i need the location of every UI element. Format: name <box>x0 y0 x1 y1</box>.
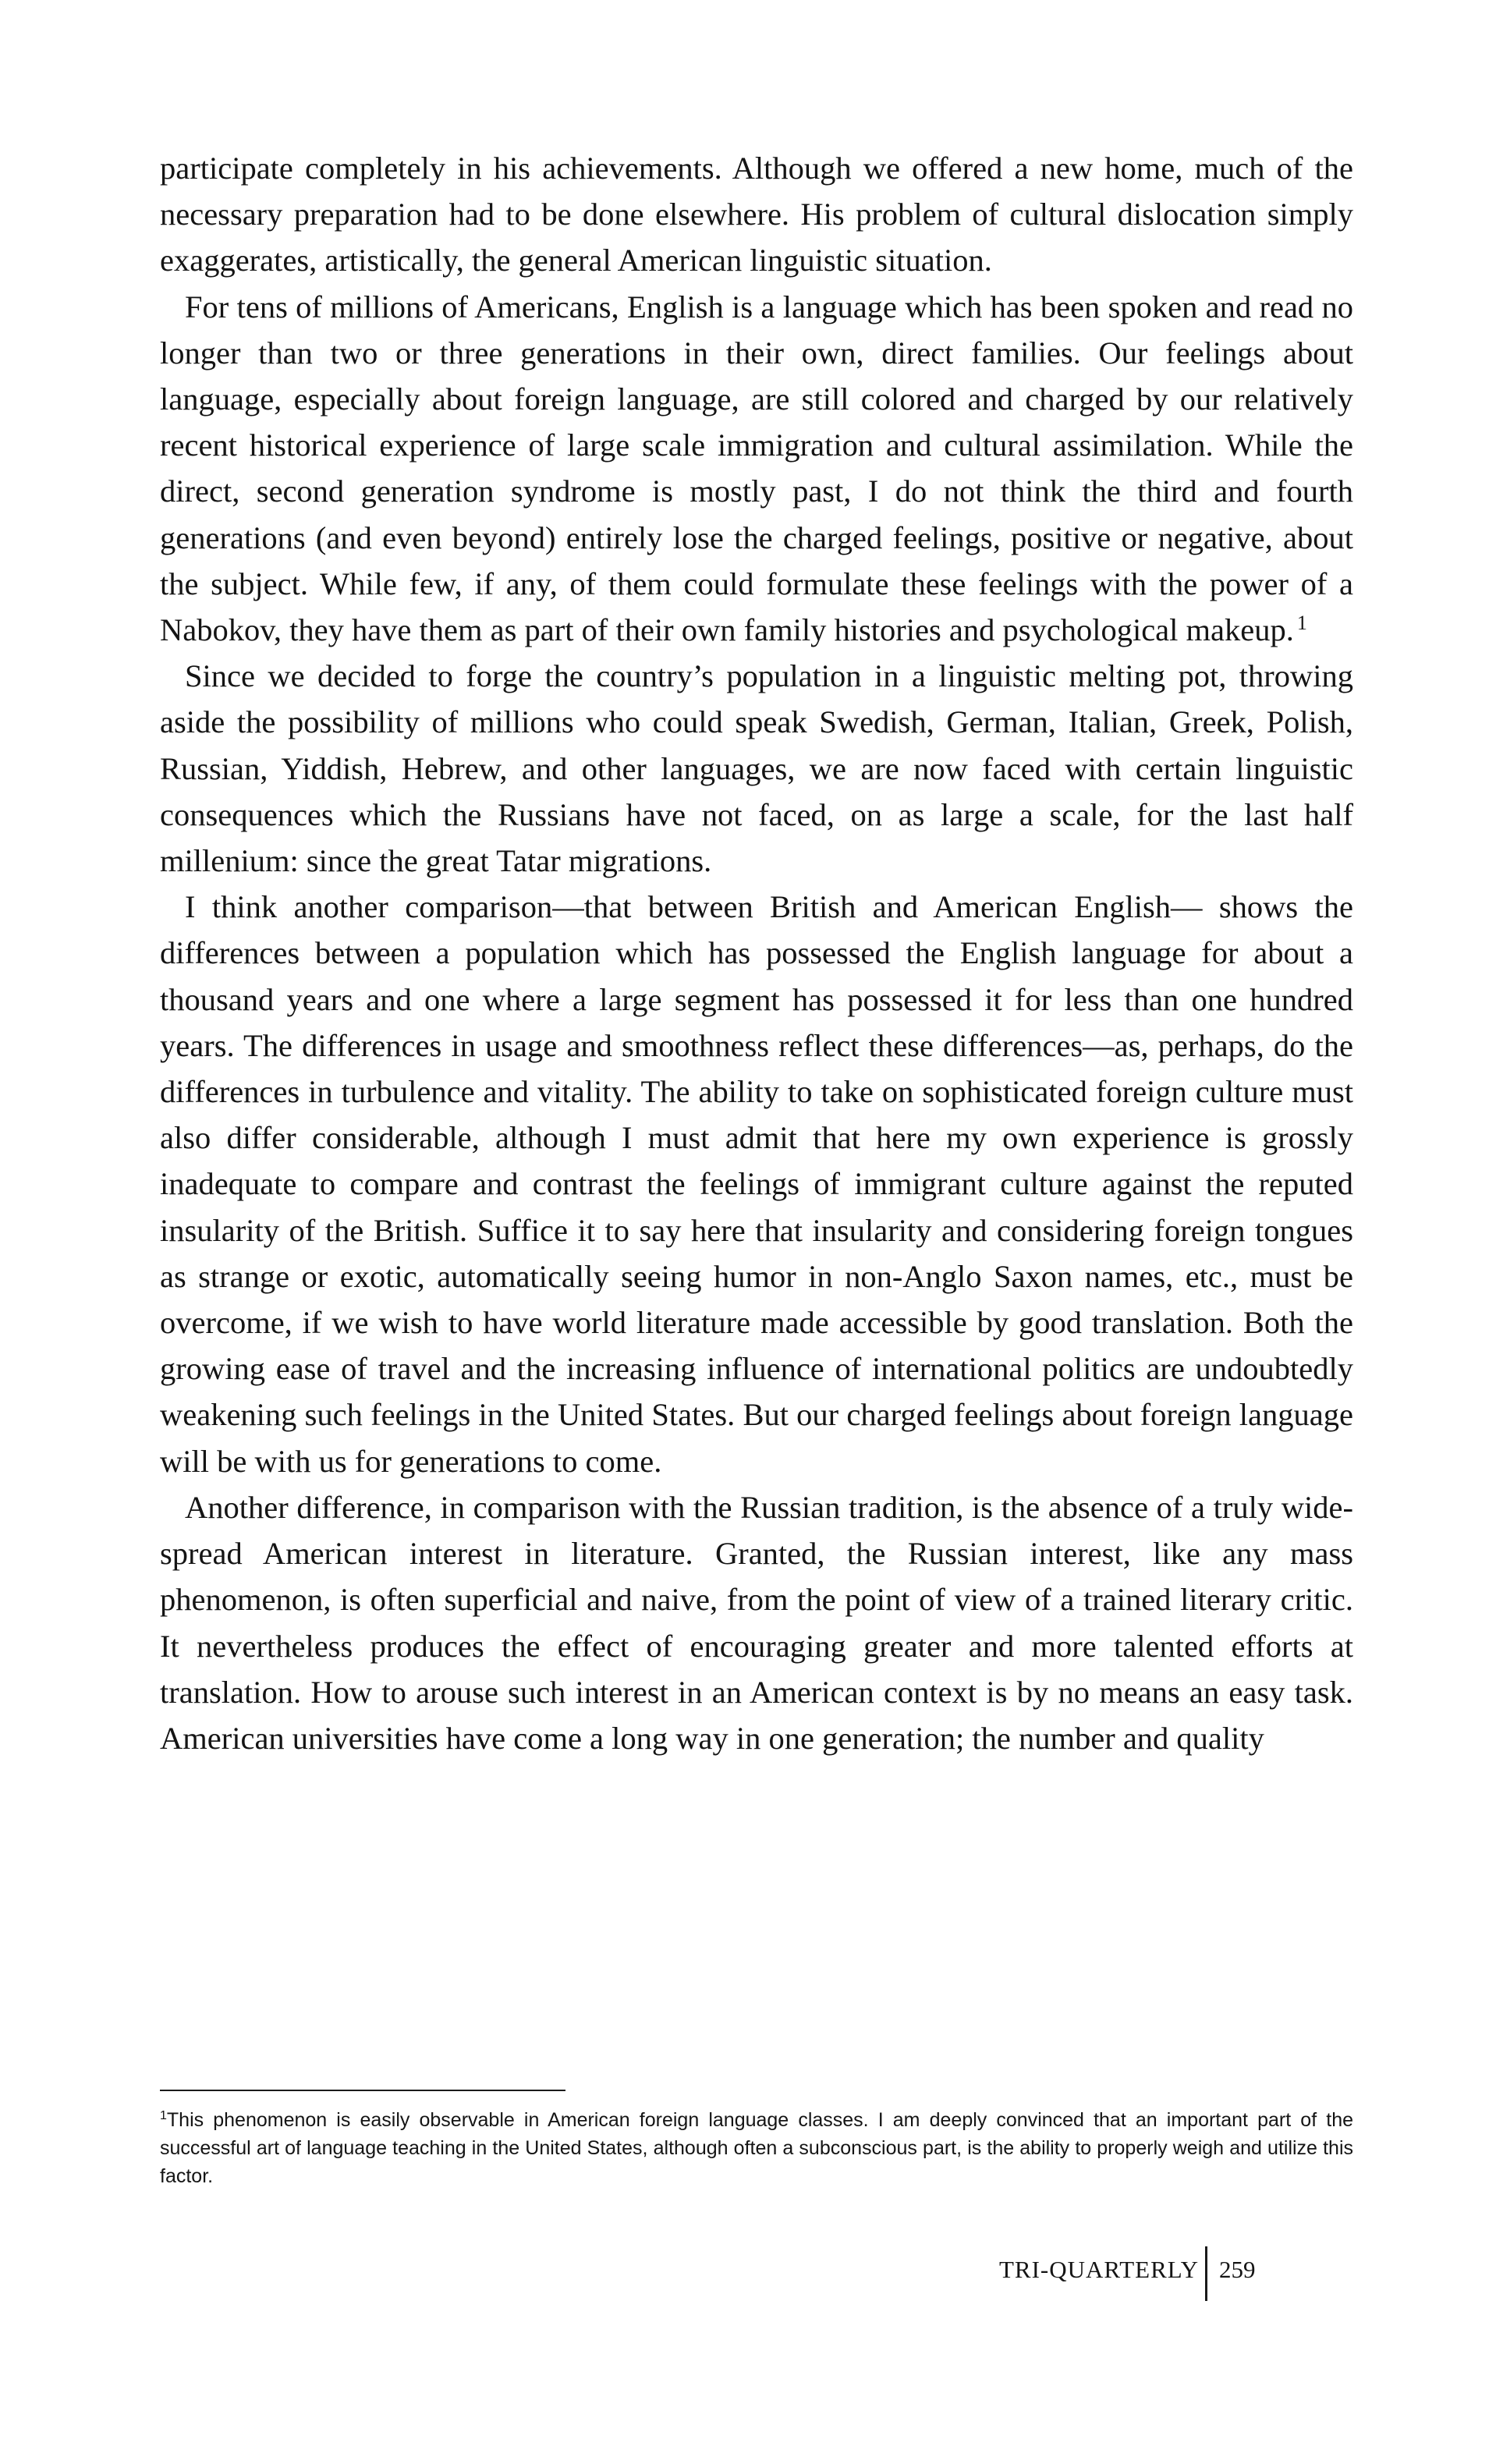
paragraph-3-text: Since we decided to forge the country’s population in a linguistic melting pot, throwing aside the possibility of millions who could speak Swedish, German, Italian, Greek, Polish, Russian, Yiddish, Hebrew, and other languages, we are now faced with certain linguistic consequences which the Russians have not faced, on as large a scale, for the last half millenium: since the great Tatar migrations. <box>160 658 1353 879</box>
paragraph-1-text: participate completely in his achievements. Although we offered a new home, much of the necessary preparation had to be done elsewhere. His problem of cultural dislocation simply exaggerates, artistically, the general American linguistic situation. <box>160 151 1353 278</box>
footnote-text: This phenomenon is easily observable in American foreign language classes. I am deeply convinced that an important part of the successful art of language teaching in the United States, although often a subconscious part, is the ability to properly weigh and utilize this factor. <box>160 2109 1353 2187</box>
journal-name: TRI-QUARTERLY <box>998 2256 1199 2283</box>
running-footer <box>998 2246 1324 2301</box>
paragraph-5-text: Another difference, in comparison with the Russian tradition, is the absence of a truly wide-spread American interest in literature. Granted, the Russian interest, like any mass phenomenon, is often superficial and naive, from the point of view of a trained literary critic. It nevertheless produces the effect of encouraging greater and more talented efforts at translation. How to arouse such interest in an American context is by no means an easy task. American universities have come a long way in one generation; the number and quality <box>160 1489 1353 1756</box>
footnote-marker: 1 <box>160 2109 167 2122</box>
paragraph-2 <box>160 284 1353 654</box>
paragraph-4 <box>160 884 1353 1484</box>
footnote-reference[interactable]: 1 <box>1296 612 1307 635</box>
paragraph-5 <box>160 1484 1353 1761</box>
paragraph-4-text: I think another comparison—that between British and American English— shows the differences between a population which has possessed the English language for about a thousand years and one where a large segment has possessed it for less than one hundred years. The differences in usage and smoothness reflect these differences—as, perhaps, do the differences in turbulence and vitality. The ability to take on sophisticated foreign culture must also differ considerable, although I must admit that here my own experience is grossly inadequate to compare and contrast the feelings of immigrant culture against the reputed insularity of the British. Suffice it to say here that insularity and considering foreign tongues as strange or exotic, automatically seeing humor in non-Anglo Saxon names, etc., must be overcome, if we wish to have world literature made accessible by good translation. Both the growing ease of travel and the increasing influence of international politics are undoubtedly weakening such feelings in the United States. But our charged feelings about foreign language will be with us for generations to come. <box>160 889 1353 1479</box>
footnote-divider <box>160 2090 565 2091</box>
footer-divider <box>1205 2246 1207 2301</box>
paragraph-1 <box>160 145 1353 284</box>
paragraph-2-text: For tens of millions of Americans, English is a language which has been spoken and read no longer than two or three generations in their own, direct families. Our feelings about language, especially about foreign language, are still colored and charged by our relatively recent historical experience of large scale immigration and cultural assimilation. While the direct, second generation syndrome is mostly past, I do not think the third and fourth generations (and even beyond) entirely lose the charged feelings, positive or negative, about the subject. While few, if any, of them could formulate these feelings with the power of a Nabokov, they have them as part of their own family histories and psychological makeup. <box>160 289 1353 648</box>
paragraph-3 <box>160 653 1353 884</box>
footnote <box>160 2106 1353 2190</box>
body-text <box>160 145 1353 1761</box>
page-number: 259 <box>1219 2256 1256 2283</box>
